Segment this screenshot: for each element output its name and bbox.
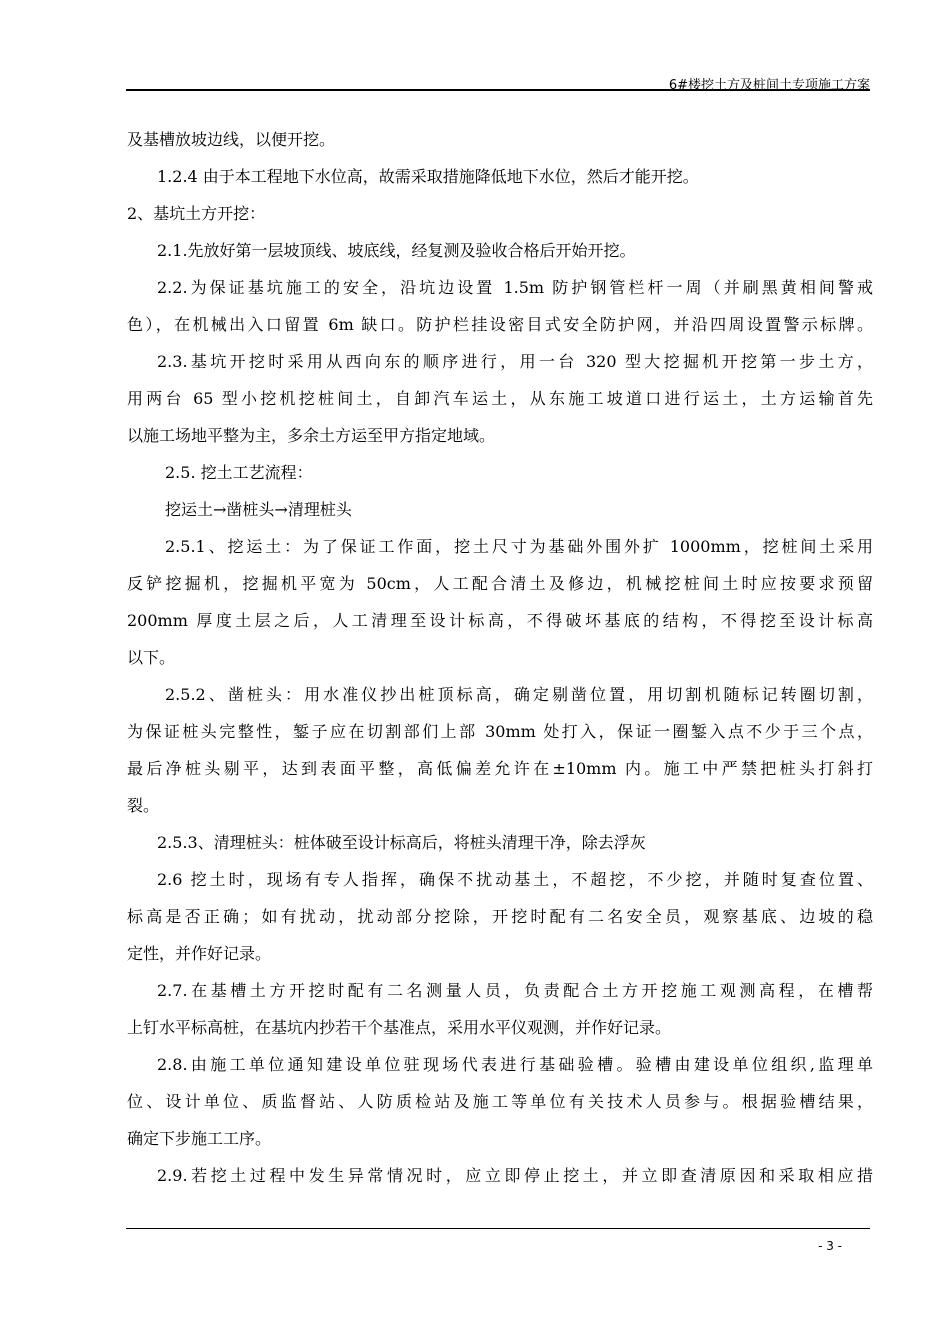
section-heading: 2、基坑土方开挖： [127, 204, 266, 223]
paragraph-line: 最后净桩头剔平，达到表面平整，高低偏差允许在±10mm 内。施工中严禁把桩头打斜打 [127, 759, 873, 778]
paragraph-line: 2.7.在基槽土方开挖时配有二名测量人员，负责配合土方开挖施工观测高程，在槽帮 [157, 981, 873, 1000]
paragraph-line: 2.9.若挖土过程中发生异常情况时，应立即停止挖土，并立即查清原因和采取相应措 [157, 1166, 873, 1185]
footer-rule [126, 1228, 870, 1229]
paragraph-line: 2.5.3、清理桩头：桩体破至设计标高后，将桩头清理干净，除去浮灰 [157, 833, 646, 852]
paragraph-line: 确定下步施工工序。 [127, 1129, 272, 1148]
paragraph-line: 反铲挖掘机，挖掘机平宽为 50cm，人工配合清土及修边，机械挖桩间土时应按要求预留 [127, 574, 873, 593]
paragraph-line: 2.5.1、挖运土：为了保证工作面，挖土尺寸为基础外围外扩 1000mm，挖桩间土采用 [165, 537, 873, 556]
paragraph-line: 以施工场地平整为主，多余土方运至甲方指定地域。 [127, 426, 496, 445]
paragraph-line: 2.6 挖土时，现场有专人指挥，确保不扰动基土，不超挖，不少挖，并随时复查位置、 [157, 870, 873, 889]
subsection-heading: 2.5. 挖土工艺流程： [165, 463, 313, 482]
paragraph-line: 上钉水平标高桩，在基坑内抄若干个基准点，采用水平仪观测，并作好记录。 [127, 1018, 672, 1037]
paragraph-line: 标高是否正确；如有扰动，扰动部分挖除，开挖时配有二名安全员，观察基底、边坡的稳 [127, 907, 873, 926]
paragraph-line: 2.8.由施工单位通知建设单位驻现场代表进行基础验槽。验槽由建设单位组织,监理单 [157, 1055, 873, 1074]
process-flow: 挖运土→凿桩头→清理桩头 [165, 500, 352, 519]
paragraph-line: 为保证桩头完整性，錾子应在切割部们上部 30mm 处打入，保证一圈錾入点不少于三个点， [127, 722, 873, 741]
document-body [127, 121, 873, 1194]
paragraph-line: 2.5.2、凿桩头：用水准仪抄出桩顶标高，确定剔凿位置，用切割机随标记转圈切割， [165, 685, 873, 704]
paragraph-line: 2.2.为保证基坑施工的安全，沿坑边设置 1.5m 防护钢管栏杆一周（并刷黑黄相间警戒 [157, 278, 873, 297]
paragraph-line: 200mm 厚度土层之后，人工清理至设计标高，不得破坏基底的结构，不得挖至设计标高 [127, 611, 873, 630]
paragraph-line: 1.2.4 由于本工程地下水位高，故需采取措施降低地下水位，然后才能开挖。 [157, 167, 699, 186]
paragraph-line: 位、设计单位、质监督站、人防质检站及施工等单位有关技术人员参与。根据验槽结果， [127, 1092, 873, 1111]
paragraph-line: 定性，并作好记录。 [127, 944, 272, 963]
page-number: - 3 - [818, 1239, 842, 1253]
header-rule [126, 89, 870, 91]
paragraph-line: 用两台 65 型小挖机挖桩间土，自卸汽车运土，从东施工坡道口进行运土，土方运输首先 [127, 389, 873, 408]
paragraph-line: 裂。 [127, 796, 160, 815]
paragraph-line: 2.3.基坑开挖时采用从西向东的顺序进行，用一台 320 型大挖掘机开挖第一步土方， [157, 352, 873, 371]
paragraph-line: 色），在机械出入口留置 6m 缺口。防护栏挂设密目式安全防护网，并沿四周设置警示标牌。 [127, 315, 873, 334]
paragraph-line: 及基槽放坡边线，以便开挖。 [127, 130, 336, 149]
header-title: 6#楼挖土方及桩间土专项施工方案 [668, 78, 870, 93]
paragraph-line: 以下。 [127, 648, 176, 667]
paragraph-line: 2.1.先放好第一层坡顶线、坡底线，经复测及验收合格后开始开挖。 [157, 241, 636, 260]
